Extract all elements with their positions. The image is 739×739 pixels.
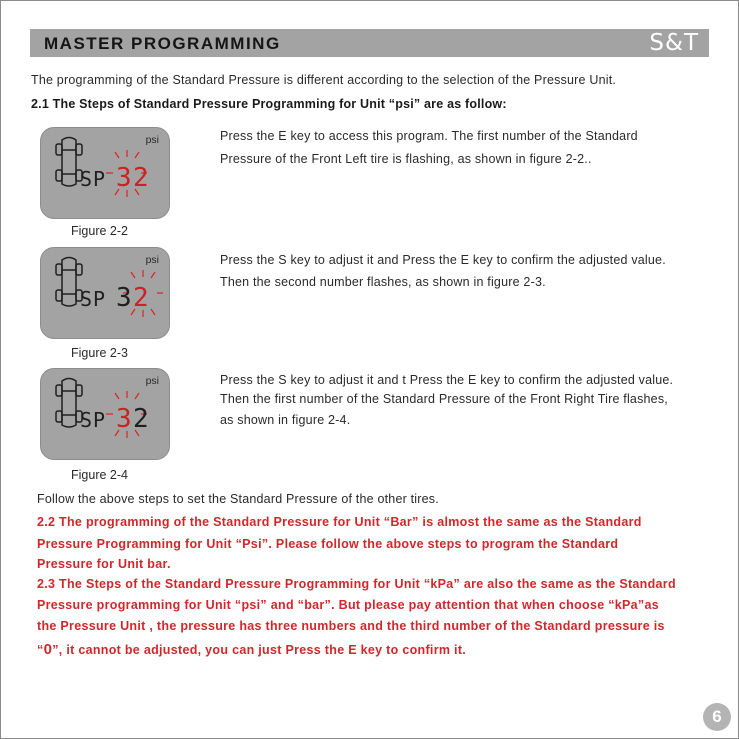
figure-caption: Figure 2-4: [71, 468, 128, 482]
section-2-2-line: Pressure Programming for Unit “Psi”. Please follow the above steps to program the Standard: [37, 537, 619, 551]
lcd-display-figure-2-2: [40, 127, 170, 219]
intro-text: The programming of the Standard Pressure is different according to the selection of the Pressure Unit.: [31, 73, 617, 87]
sp-label: SP: [80, 167, 107, 191]
section-2-1-title: 2.1 The Steps of Standard Pressure Programming for Unit “psi” are as follow:: [31, 97, 507, 111]
last-line-text: ”, it cannot be adjusted, you can just Press the E key to confirm it.: [52, 643, 467, 657]
open-quote: “: [37, 643, 44, 657]
digit-flashing: 3: [116, 163, 131, 193]
figure-2-4-text-line: Press the S key to adjust it and t Press the E key to confirm the adjusted value.: [220, 373, 674, 387]
unit-label: psi: [145, 254, 159, 266]
figure-caption: Figure 2-3: [71, 346, 128, 360]
section-header-bar: [30, 29, 709, 57]
digit: 3: [116, 283, 131, 313]
page-title: MASTER PROGRAMMING: [44, 34, 281, 53]
sp-label: SP: [80, 408, 107, 432]
lcd-display-figure-2-3: [40, 247, 170, 339]
lcd-display-figure-2-4: [40, 368, 170, 460]
figure-2-4-text-line: Then the first number of the Standard Pressure of the Front Right Tire flashes,: [220, 392, 668, 406]
figure-caption: Figure 2-2: [71, 224, 128, 238]
follow-text: Follow the above steps to set the Standard Pressure of the other tires.: [37, 492, 439, 506]
section-2-2-line: Pressure for Unit bar.: [37, 557, 171, 571]
digit: 2: [133, 163, 148, 193]
figure-2-2-text-line: Press the E key to access this program. The first number of the Standard: [220, 129, 638, 143]
figure-2-2-text-line: Pressure of the Front Left tire is flashing, as shown in figure 2-2..: [220, 152, 592, 166]
digit: 2: [133, 404, 148, 434]
figure-2-3-text-line: Press the S key to adjust it and Press the E key to confirm the adjusted value.: [220, 253, 666, 267]
zero-digit: 0: [43, 641, 53, 658]
digit-flashing: 2: [133, 283, 148, 313]
section-2-3-last-line: [37, 641, 466, 658]
section-2-2-line: 2.2 The programming of the Standard Pressure for Unit “Bar” is almost the same as the Standard: [37, 515, 642, 529]
section-2-3-line: Pressure programming for Unit “psi” and “bar”. But please pay attention that when choose “kPa”as: [37, 598, 659, 612]
digit-flashing: 3: [116, 404, 131, 434]
unit-label: psi: [145, 134, 159, 146]
section-2-3-line: 2.3 The Steps of the Standard Pressure Programming for Unit “kPa” are also the same as the Standard: [37, 577, 676, 591]
unit-label: psi: [145, 375, 159, 387]
brand-logo: S&T: [649, 30, 699, 56]
figure-2-4-text-line: as shown in figure 2-4.: [220, 413, 351, 427]
page-number: 6: [703, 703, 731, 731]
sp-label: SP: [80, 287, 107, 311]
figure-2-3-text-line: Then the second number flashes, as shown in figure 2-3.: [220, 275, 546, 289]
section-2-3-line: the Pressure Unit , the pressure has three numbers and the third number of the Standard pressure is: [37, 619, 665, 633]
